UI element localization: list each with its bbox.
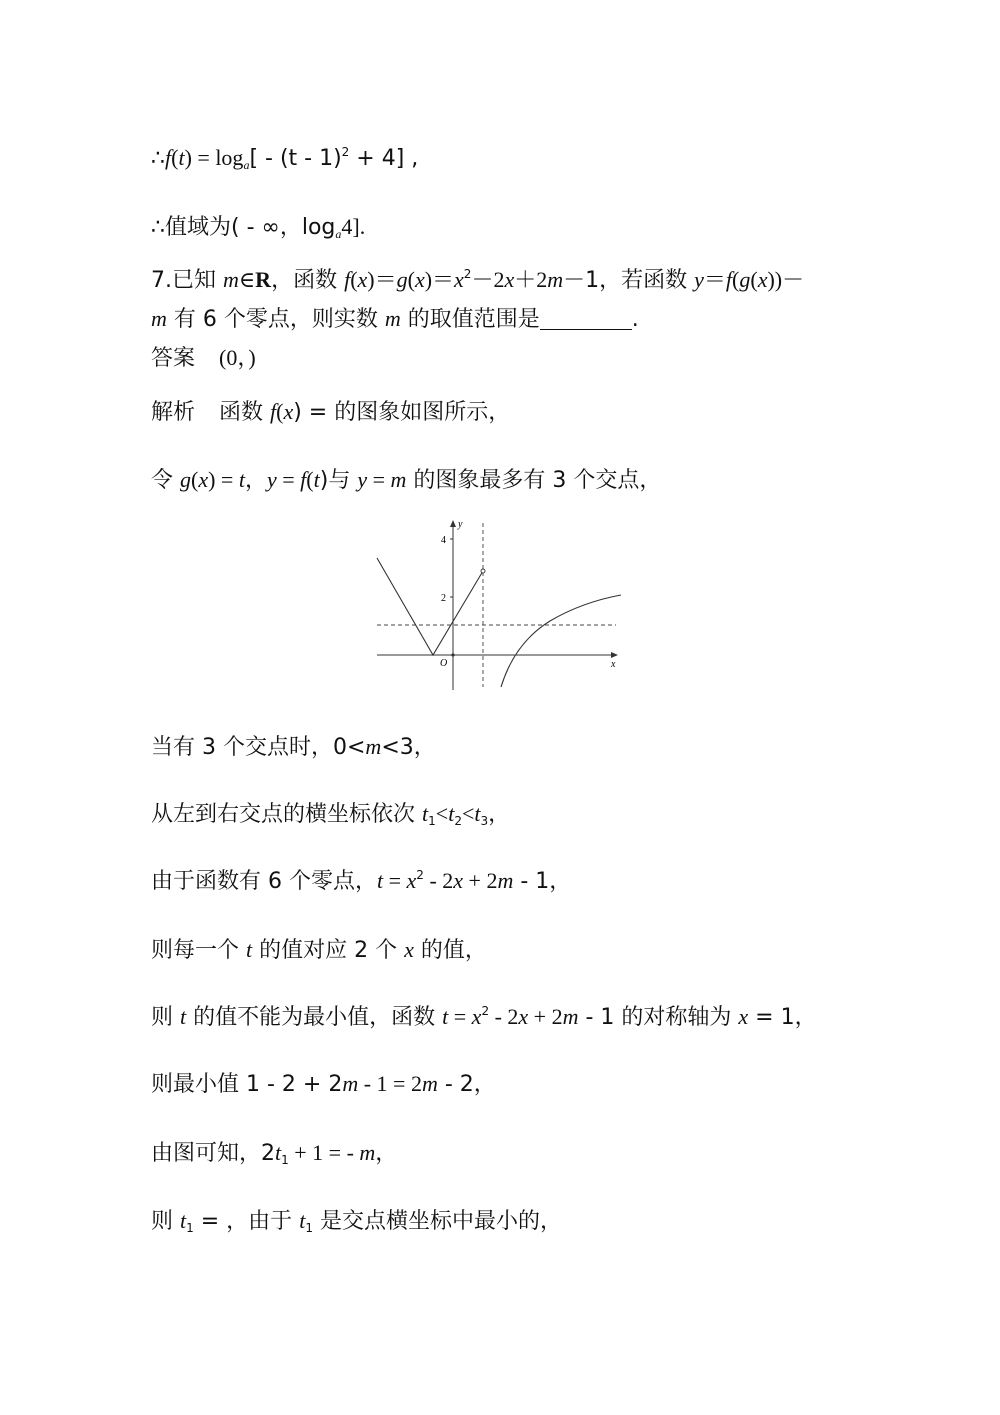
y-axis-arrow xyxy=(450,520,456,527)
tick-label-4: 4 xyxy=(441,535,446,546)
line-t-order: 从左到右交点的横坐标依次 $t_1<t_2<t_3$， xyxy=(151,801,511,828)
line-t1-value: 则 $t_1$ = ，由于 $t_1$ 是交点横坐标中最小的， xyxy=(151,1208,562,1235)
answer-blank xyxy=(540,307,632,330)
line-range: ∴值域为( - ∞，$\log_a4$]. xyxy=(151,214,366,241)
line-each-t: 则每一个 t 的值对应 2 个 x 的值， xyxy=(151,937,487,963)
x-axis-label: x xyxy=(611,659,616,670)
function-graph-svg xyxy=(372,515,627,695)
line-ft-log: ∴f(t) = $\log_a[ - (t - 1)^2 + 4]$ , xyxy=(151,145,419,172)
question-7-line-2: m 有 6 个零点，则实数 m 的取值范围是 . xyxy=(151,306,639,332)
line-min-value: 则最小值 1 - 2 + 2m - 1 = 2m - 2， xyxy=(151,1071,496,1097)
question-7-line-1: 7.已知 m∈R，函数 $f(x)=g(x)=x^2-2x+2m-1$，若函数 y＝f(g(x))－ xyxy=(151,267,805,293)
function-graph xyxy=(372,515,627,695)
dot-on-y-axis xyxy=(451,653,454,656)
line-six-zeros: 由于函数有 6 个零点，$t = x^2 - 2x + 2m - 1$， xyxy=(151,868,572,894)
solution-line: 解析 函数 f(x) = 的图象如图所示， xyxy=(151,399,511,425)
solution-label: 解析 xyxy=(151,400,196,425)
log-branch xyxy=(501,595,621,687)
y-axis-label: y xyxy=(458,519,463,530)
answer-line xyxy=(151,343,256,374)
x-axis-arrow xyxy=(611,652,618,658)
open-endpoint xyxy=(481,569,485,573)
line-from-graph: 由图可知，$2t_1 + 1$ = - m， xyxy=(151,1140,398,1167)
abs-value-branch xyxy=(377,558,483,655)
line-let-g: 令 g(x) = t，y = f(t)与 y = m 的图象最多有 3 个交点， xyxy=(151,467,662,493)
line-symmetry-axis: 则 t 的值不能为最小值，函数 $t = x^2 - 2x + 2m - 1$ 的对称轴为 x = 1， xyxy=(151,1004,817,1030)
tick-label-2: 2 xyxy=(441,593,446,604)
origin-label: O xyxy=(440,658,448,669)
answer-value: (0，) xyxy=(219,345,256,370)
answer-label: 答案 xyxy=(151,346,196,371)
line-three-intersections: 当有 3 个交点时，0<m<3， xyxy=(151,734,436,760)
therefore-symbol: ∴ xyxy=(151,146,165,171)
